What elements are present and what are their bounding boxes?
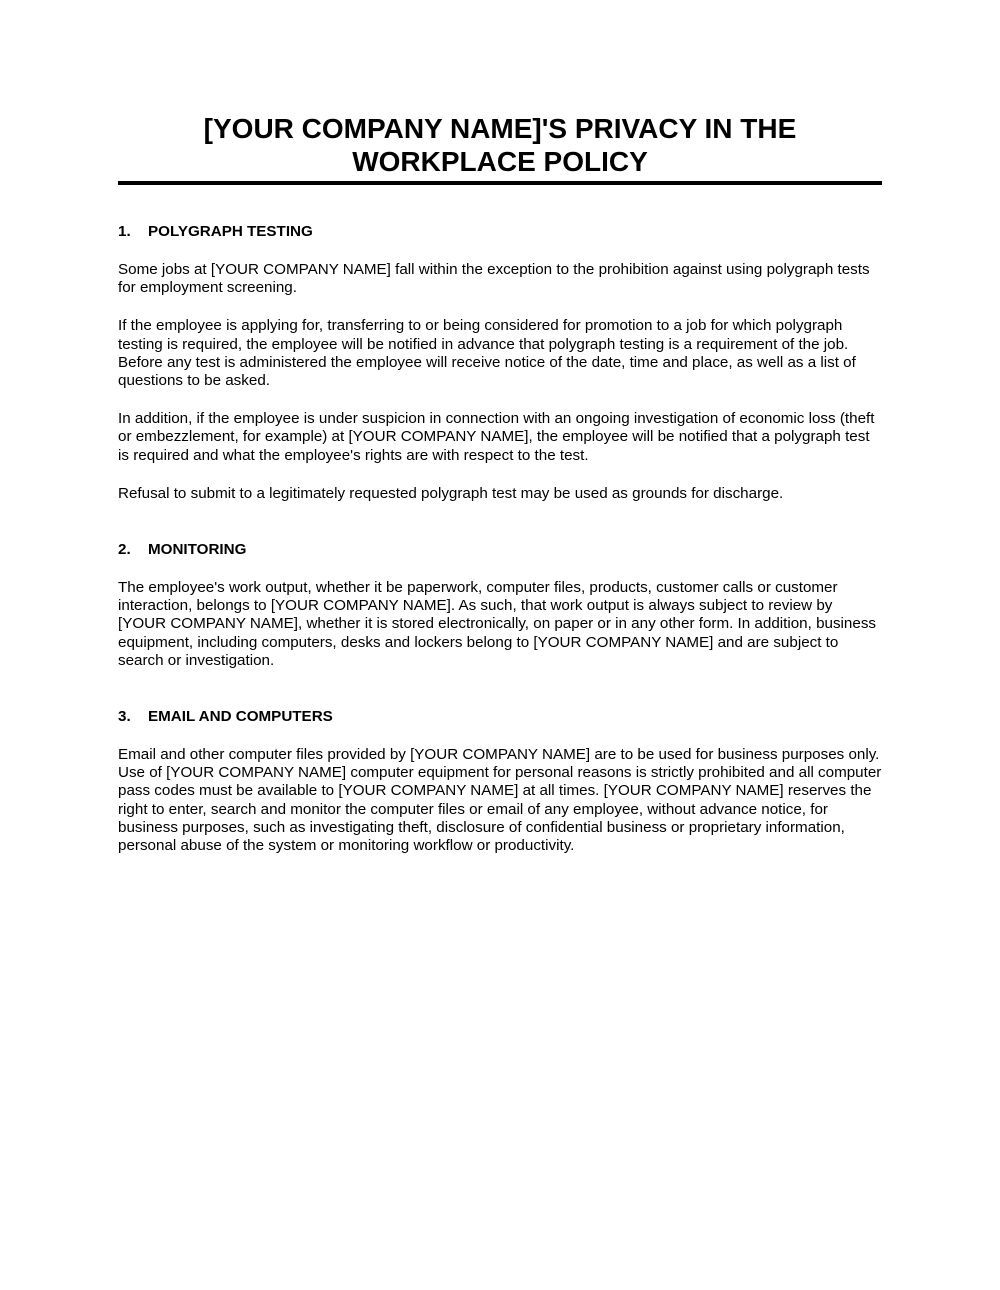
page-title: [YOUR COMPANY NAME]'S PRIVACY IN THE WORKPLACE POLICY <box>203 113 797 177</box>
paragraph: If the employee is applying for, transferring to or being considered for promotion to a job for which polygraph testing is required, the employee will be notified in advance that polygraph testing is a requirement of the job. Before any test is administered the employee will receive notice of the date, time and place, as well as a list of questions to be asked. <box>118 317 856 390</box>
section-polygraph-testing <box>118 223 882 503</box>
paragraph: In addition, if the employee is under suspicion in connection with an ongoing investigation of economic loss (theft or embezzlement, for example) at [YOUR COMPANY NAME], the employee will be notified that a polygraph test is required and what the employee's rights are with respect to the test. <box>118 410 875 464</box>
section-heading <box>118 541 882 559</box>
section-number: 3. <box>118 708 131 726</box>
section-heading-text: POLYGRAPH TESTING <box>148 223 313 240</box>
section-heading-text: EMAIL AND COMPUTERS <box>148 708 333 726</box>
section-heading <box>118 223 882 241</box>
section-heading-text: MONITORING <box>148 541 247 559</box>
title-divider-rule <box>118 181 882 185</box>
section-heading <box>118 708 882 726</box>
section-number: 2. <box>118 541 131 559</box>
section-email-and-computers <box>118 708 882 855</box>
paragraph: Email and other computer files provided by [YOUR COMPANY NAME] are to be used for business purposes only. Use of [YOUR COMPANY NAME] computer equipment for personal reasons is strictly prohibited and all computer pass codes must be available to [YOUR COMPANY NAME] at all times. [YOUR COMPANY NAME] reserves the right to enter, search and monitor the computer files or email of any employee, without advance notice, for business purposes, such as investigating theft, disclosure of confidential business or proprietary information, personal abuse of the system or monitoring workflow or productivity. <box>118 746 882 855</box>
paragraph: The employee's work output, whether it be paperwork, computer files, products, customer calls or customer interaction, belongs to [YOUR COMPANY NAME]. As such, that work output is always subject to review by [YOUR COMPANY NAME], whether it is stored electronically, on paper or in any other form. In addition, business equipment, including computers, desks and lockers belong to [YOUR COMPANY NAME] and are subject to search or investigation. <box>118 579 877 669</box>
paragraph: Refusal to submit to a legitimately requested polygraph test may be used as grounds for discharge. <box>118 484 784 502</box>
section-number: 1. <box>118 223 131 240</box>
paragraph: Some jobs at [YOUR COMPANY NAME] fall within the exception to the prohibition against using polygraph tests for employment screening. <box>118 261 870 297</box>
section-monitoring <box>118 541 882 670</box>
